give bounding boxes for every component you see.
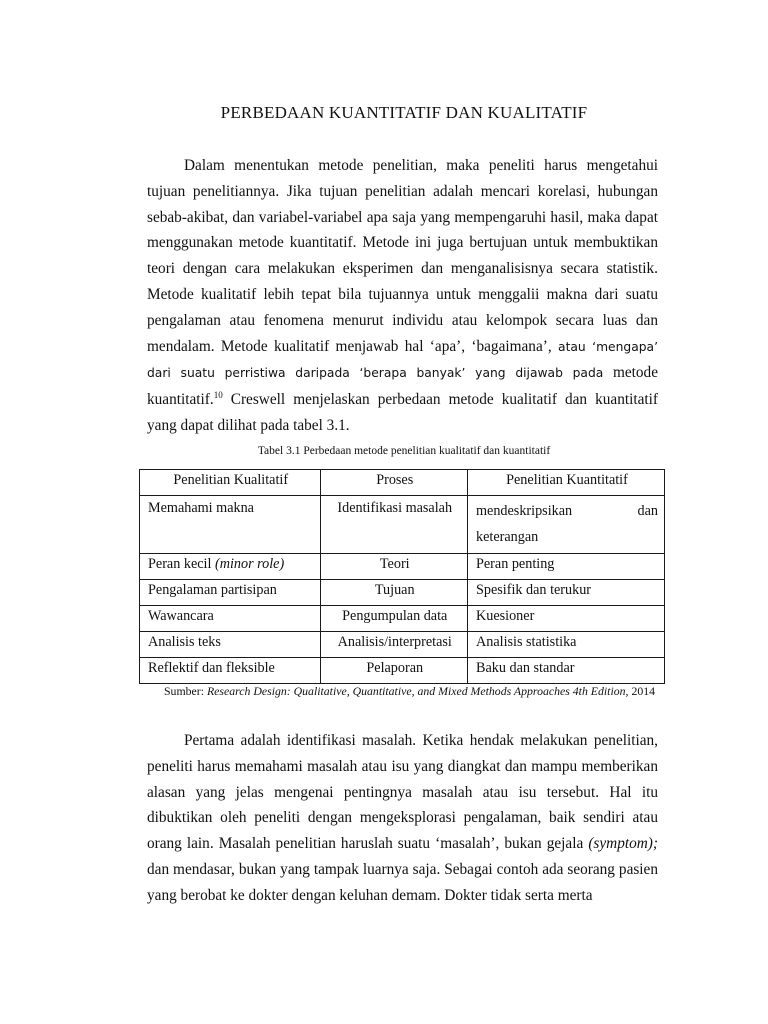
table-row (140, 554, 665, 580)
intro-text-creswell: Creswell menjelaskan perbedaan metode kualitatif dan kuantitatif yang dapat dilihat pada tabel 3.1. (147, 391, 658, 434)
intro-text-quantitative: metode kuantitatif. (147, 364, 658, 409)
cell-kualitatif: Analisis teks (140, 632, 321, 658)
cell-kualitatif-text: Peran kecil (148, 556, 215, 572)
table-row (140, 580, 665, 606)
cell-proses: Pelaporan (320, 658, 467, 684)
table-caption: Tabel 3.1 Perbedaan metode penelitian kualitatif dan kuantitatif (257, 445, 551, 457)
header-proses: Proses (320, 470, 467, 496)
cell-proses: Identifikasi masalah (320, 496, 467, 554)
table-row (140, 632, 665, 658)
table-row (140, 658, 665, 684)
cell-kuantitatif: mendeskripsikan dan keterangan (467, 496, 664, 554)
table-row (140, 606, 665, 632)
source-year: 2014 (628, 684, 656, 698)
cell-kualitatif: Wawancara (140, 606, 321, 632)
cell-proses: Pengumpulan data (320, 606, 467, 632)
page-title: PERBEDAAN KUANTITATIF DAN KUALITATIF (220, 103, 588, 122)
intro-paragraph (147, 153, 658, 439)
cell-proses: Analisis/interpretasi (320, 632, 467, 658)
header-kualitatif: Penelitian Kualitatif (140, 470, 321, 496)
cell-kuantitatif: Baku dan standar (467, 658, 664, 684)
comparison-table (139, 469, 665, 684)
body-text-main: Pertama adalah identifikasi masalah. Ketika hendak melakukan penelitian, peneliti harus memahami masalah atau isu yang diangkat dan mampu memberikan alasan yang jelas mengenai pentingnya masalah atau isu tersebut. Hal itu dibuktikan oleh peneliti dengan mengeksplorasi pengalaman, baik sendiri atau orang lain. Masalah penelitian haruslah suatu ‘masalah’, bukan gejala (147, 732, 658, 853)
table-source (164, 682, 658, 701)
source-book-title: Research Design: Qualitative, Quantitative, and Mixed Methods Approaches 4th Edition, (206, 684, 629, 698)
cell-kuantitatif: Spesifik dan terukur (467, 580, 664, 606)
cell-proses: Teori (320, 554, 467, 580)
cell-kuantitatif: Kuesioner (467, 606, 664, 632)
cell-kualitatif: Memahami makna (140, 496, 321, 554)
cell-kualitatif: Pengalaman partisipan (140, 580, 321, 606)
cell-proses: Tujuan (320, 580, 467, 606)
source-label: Sumber: (164, 684, 207, 698)
cell-kualitatif-italic: (minor role) (214, 556, 285, 572)
cell-kualitatif: Reflektif dan fleksible (140, 658, 321, 684)
body-text-rest: dan mendasar, bukan yang tampak luarnya saja. Sebagai contoh ada seorang pasien yang berobat ke dokter dengan keluhan demam. Dokter tidak serta merta (147, 860, 658, 904)
table-row (140, 496, 665, 554)
cell-kuantitatif: Analisis statistika (467, 632, 664, 658)
intro-text-question-words: atau ‘mengapa’ dari suatu perristiwa daripada ‘berapa banyak’ yang dijawab pada (147, 339, 658, 381)
body-paragraph (147, 728, 658, 909)
body-text-italic: (symptom); (588, 835, 658, 853)
intro-text-main: Dalam menentukan metode penelitian, maka peneliti harus mengetahui tujuan penelitiannya. Jika tujuan penelitian adalah mencari korelasi, hubungan sebab-akibat, dan variabel-variabel apa saja yang mempengaruhi hasil, maka dapat menggunakan metode kuantitatif. Metode ini juga bertujuan untuk membuktikan teori dengan cara melakukan eksperimen dan menganalisisnya secara statistik. Metode kualitatif lebih tepat bila tujuannya untuk menggalii makna dari suatu pengalaman atau fenomena menurut individu atau kelompok secara luas dan mendalam. Metode kualitatif menjawab hal ‘apa’, ‘bagaimana’, (147, 157, 658, 355)
header-kuantitatif: Penelitian Kuantitatif (467, 470, 664, 496)
cell-kualitatif (140, 554, 321, 580)
table-header-row (140, 470, 665, 496)
cell-kuantitatif: Peran penting (467, 554, 664, 580)
footnote-marker: 10 (213, 390, 223, 401)
